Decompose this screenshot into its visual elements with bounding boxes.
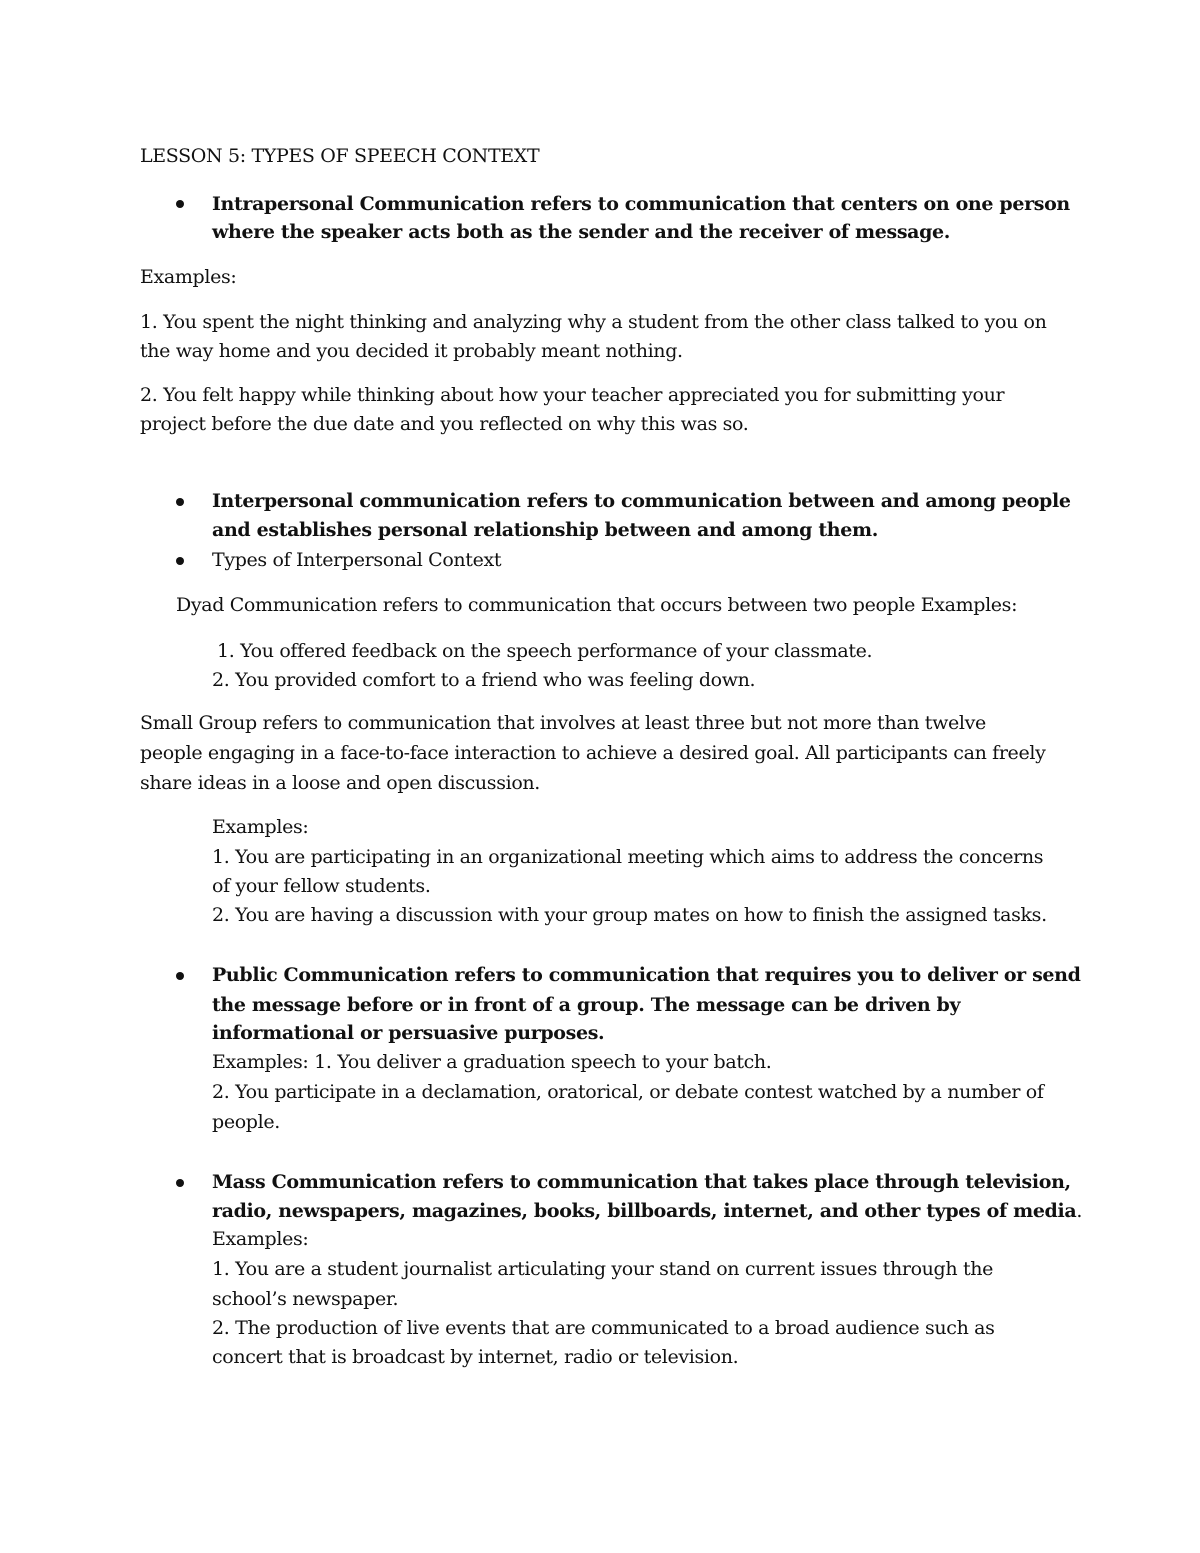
public-example1: Examples: 1. You deliver a graduation speech to your batch.	[212, 1051, 772, 1073]
public-example2-line2: people.	[212, 1111, 280, 1133]
mass-definition-line2	[212, 1196, 1082, 1226]
intrapersonal-example2-line2: project before the due date and you reflected on why this was so.	[140, 413, 749, 435]
intrapersonal-example1-line1: 1. You spent the night thinking and analyzing why a student from the other class talked to you on	[140, 311, 1047, 333]
bullet-icon	[176, 200, 184, 208]
public-definition-line3: informational or persuasive purposes.	[212, 1022, 605, 1044]
intrapersonal-example1-line2: the way home and you decided it probably meant nothing.	[140, 340, 683, 362]
small-group-examples-label: Examples:	[212, 816, 309, 838]
interpersonal-definition-line1: Interpersonal communication refers to communication between and among people	[212, 490, 1071, 512]
bullet-icon	[176, 972, 184, 980]
mass-examples-label: Examples:	[212, 1228, 309, 1250]
small-group-example1-line2: of your fellow students.	[212, 875, 431, 897]
dyad-example1: 1. You offered feedback on the speech performance of your classmate.	[217, 640, 873, 662]
public-example2-line1: 2. You participate in a declamation, oratorical, or debate contest watched by a number of	[212, 1081, 1044, 1103]
mass-definition-line2-bold: radio, newspapers, magazines, books, billboards, internet, and other types of media	[212, 1200, 1077, 1222]
public-definition-line2: the message before or in front of a group. The message can be driven by	[212, 994, 961, 1016]
dyad-definition: Dyad Communication refers to communication that occurs between two people Examples:	[176, 594, 1018, 616]
lesson-title: LESSON 5: TYPES OF SPEECH CONTEXT	[140, 145, 540, 167]
mass-definition-period: .	[1076, 1200, 1083, 1222]
small-group-example2: 2. You are having a discussion with your group mates on how to finish the assigned tasks.	[212, 904, 1047, 926]
mass-example1-line2: school’s newspaper.	[212, 1288, 399, 1310]
small-group-definition-line2: people engaging in a face-to-face interaction to achieve a desired goal. All participants can freely	[140, 742, 1046, 764]
mass-example2-line1: 2. The production of live events that are communicated to a broad audience such as	[212, 1317, 995, 1339]
intrapersonal-definition-line1: Intrapersonal Communication refers to communication that centers on one person	[212, 193, 1070, 215]
mass-definition-line1: Mass Communication refers to communication that takes place through television,	[212, 1171, 1071, 1193]
interpersonal-types-heading: Types of Interpersonal Context	[212, 549, 502, 571]
bullet-icon	[176, 557, 184, 565]
public-definition-line1: Public Communication refers to communication that requires you to deliver or send	[212, 964, 1081, 986]
small-group-example1-line1: 1. You are participating in an organizational meeting which aims to address the concerns	[212, 846, 1044, 868]
dyad-example2: 2. You provided comfort to a friend who was feeling down.	[212, 669, 756, 691]
bullet-icon	[176, 498, 184, 506]
bullet-icon	[176, 1179, 184, 1187]
interpersonal-definition-line2: and establishes personal relationship between and among them.	[212, 519, 878, 541]
intrapersonal-examples-label: Examples:	[140, 266, 237, 288]
small-group-definition-line1: Small Group refers to communication that involves at least three but not more than twelve	[140, 712, 986, 734]
small-group-definition-line3: share ideas in a loose and open discussion.	[140, 772, 540, 794]
intrapersonal-definition-line2: where the speaker acts both as the sender and the receiver of message.	[212, 221, 951, 243]
mass-example2-line2: concert that is broadcast by internet, radio or television.	[212, 1346, 739, 1368]
mass-example1-line1: 1. You are a student journalist articulating your stand on current issues through the	[212, 1258, 994, 1280]
intrapersonal-example2-line1: 2. You felt happy while thinking about how your teacher appreciated you for submitting your	[140, 384, 1005, 406]
